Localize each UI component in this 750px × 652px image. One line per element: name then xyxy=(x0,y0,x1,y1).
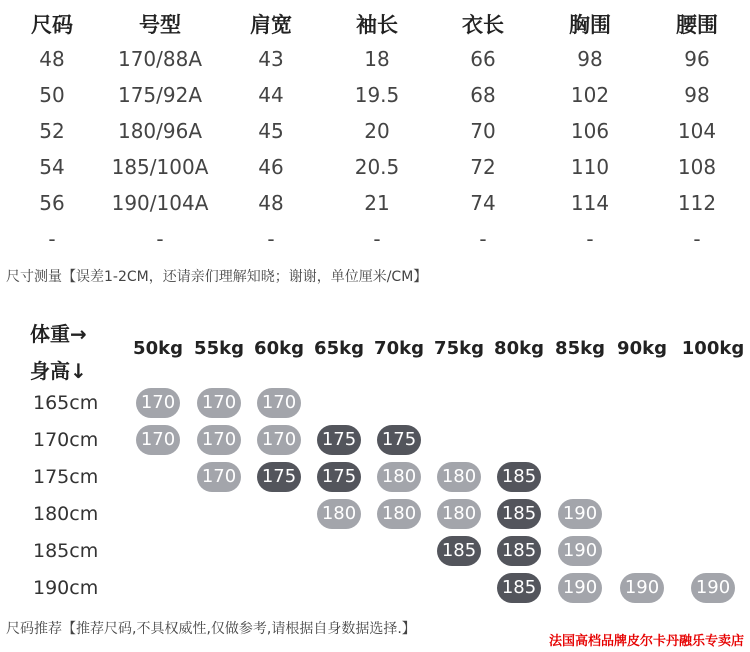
table-cell: 68 xyxy=(470,83,496,107)
table-cell: 48 xyxy=(258,191,284,215)
height-axis-label: 身高↓ xyxy=(30,359,87,383)
height-label: 165cm xyxy=(33,392,99,414)
table-header: 腰围 xyxy=(676,13,718,37)
table-cell: 180/96A xyxy=(117,119,203,143)
size-badge: 185 xyxy=(497,499,541,529)
table-cell: 52 xyxy=(39,119,65,143)
height-label: 190cm xyxy=(33,577,99,599)
table-cell: 74 xyxy=(470,191,496,215)
recommendation-note: 尺码推荐【推荐尺码,不具权威性,仅做参考,请根据自身数据选择.】 xyxy=(6,621,416,637)
table-cell: 70 xyxy=(470,119,496,143)
table-cell: 104 xyxy=(677,119,717,143)
table-cell: 98 xyxy=(684,83,710,107)
size-badge: 170 xyxy=(257,425,301,455)
measurement-note: 尺寸测量【误差1-2CM，还请亲们理解知晓；谢谢，单位厘米/CM】 xyxy=(6,269,428,285)
table-cell: 19.5 xyxy=(354,83,400,107)
height-label: 175cm xyxy=(33,466,99,488)
size-badge: 180 xyxy=(437,499,481,529)
store-name: 法国高档品牌皮尔卡丹融乐专卖店 xyxy=(548,634,744,649)
height-label: 180cm xyxy=(33,503,99,525)
size-badge: 185 xyxy=(437,536,481,566)
table-cell: 175/92A xyxy=(117,83,203,107)
table-cell: - xyxy=(267,227,275,251)
table-header: 尺码 xyxy=(31,13,73,37)
size-badge: 170 xyxy=(197,462,241,492)
table-cell: 185/100A xyxy=(111,155,209,179)
table-header: 肩宽 xyxy=(250,13,292,37)
size-badge: 180 xyxy=(437,462,481,492)
table-cell: 18 xyxy=(364,47,390,71)
size-badge: 170 xyxy=(197,425,241,455)
table-cell: 43 xyxy=(258,47,284,71)
table-cell: 56 xyxy=(39,191,65,215)
table-cell: 50 xyxy=(39,83,65,107)
size-badge: 190 xyxy=(558,536,602,566)
table-cell: 21 xyxy=(364,191,390,215)
weight-axis-label: 体重→ xyxy=(30,322,87,346)
table-cell: 48 xyxy=(39,47,65,71)
size-badge: 170 xyxy=(197,388,241,418)
size-badge: 170 xyxy=(136,388,180,418)
table-cell: - xyxy=(373,227,381,251)
table-cell: - xyxy=(156,227,164,251)
size-badge: 170 xyxy=(136,425,180,455)
table-cell: 20.5 xyxy=(354,155,400,179)
size-badge: 190 xyxy=(620,573,664,603)
size-badge: 190 xyxy=(691,573,735,603)
table-cell: - xyxy=(693,227,701,251)
weight-label: 90kg xyxy=(617,338,667,359)
table-cell: 44 xyxy=(258,83,284,107)
weight-label: 80kg xyxy=(494,338,544,359)
table-cell: 72 xyxy=(470,155,496,179)
height-label: 185cm xyxy=(33,540,99,562)
table-header: 号型 xyxy=(139,13,181,37)
size-badge: 175 xyxy=(317,425,361,455)
weight-label: 85kg xyxy=(555,338,605,359)
size-badge: 175 xyxy=(257,462,301,492)
weight-label: 100kg xyxy=(681,338,745,359)
size-badge: 170 xyxy=(257,388,301,418)
table-cell: 112 xyxy=(677,191,717,215)
table-cell: 114 xyxy=(570,191,610,215)
table-cell: 106 xyxy=(570,119,610,143)
weight-label: 55kg xyxy=(194,338,244,359)
table-cell: 45 xyxy=(258,119,284,143)
size-badge: 190 xyxy=(558,573,602,603)
size-badge: 175 xyxy=(377,425,421,455)
table-header: 胸围 xyxy=(569,13,611,37)
size-badge: 190 xyxy=(558,499,602,529)
size-badge: 185 xyxy=(497,573,541,603)
size-badge: 185 xyxy=(497,536,541,566)
table-cell: 46 xyxy=(258,155,284,179)
size-badge: 180 xyxy=(377,499,421,529)
table-cell: 20 xyxy=(364,119,390,143)
table-header: 衣长 xyxy=(462,13,504,37)
table-cell: 170/88A xyxy=(117,47,203,71)
table-cell: 108 xyxy=(677,155,717,179)
table-cell: - xyxy=(479,227,487,251)
size-badge: 185 xyxy=(497,462,541,492)
weight-label: 60kg xyxy=(254,338,304,359)
size-badge: 180 xyxy=(317,499,361,529)
size-badge: 175 xyxy=(317,462,361,492)
table-cell: 190/104A xyxy=(111,191,209,215)
table-cell: 98 xyxy=(577,47,603,71)
size-badge: 180 xyxy=(377,462,421,492)
table-cell: - xyxy=(48,227,56,251)
table-cell: 102 xyxy=(570,83,610,107)
weight-label: 65kg xyxy=(314,338,364,359)
table-cell: 54 xyxy=(39,155,65,179)
table-cell: 110 xyxy=(570,155,610,179)
weight-label: 75kg xyxy=(434,338,484,359)
table-cell: 66 xyxy=(470,47,496,71)
table-cell: - xyxy=(586,227,594,251)
weight-label: 50kg xyxy=(133,338,183,359)
weight-label: 70kg xyxy=(374,338,424,359)
table-cell: 96 xyxy=(684,47,710,71)
height-label: 170cm xyxy=(33,429,99,451)
table-header: 袖长 xyxy=(356,13,398,37)
